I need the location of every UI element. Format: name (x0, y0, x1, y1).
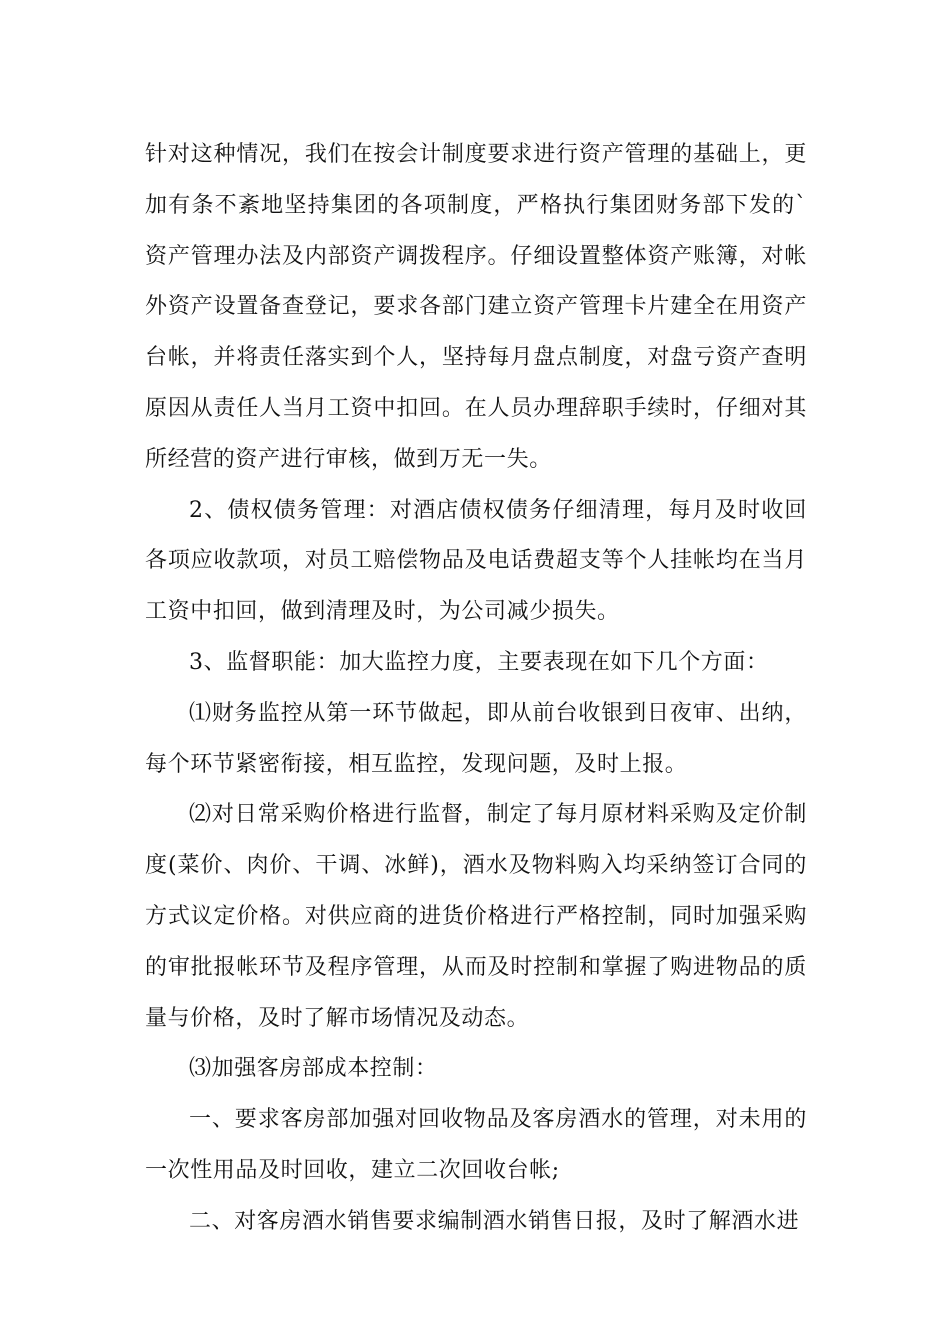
paragraph-financial-monitoring: ⑴财务监控从第一环节做起，即从前台收银到日夜审、出纳，每个环节紧密衔接，相互监控，发现问题，及时上报。 (145, 700, 807, 777)
paragraph-debt-management: 2、债权债务管理：对酒店债权债务仔细清理，每月及时收回各项应收款项，对员工赔偿物品及电话费超支等个人挂帐均在当月工资中扣回，做到清理及时，为公司减少损失。 (145, 497, 807, 625)
paragraph-item-two: 二、对客房酒水销售要求编制酒水销售日报，及时了解酒水进 (189, 1208, 800, 1234)
paragraph-supervision-heading: 3、监督职能：加大监控力度，主要表现在如下几个方面： (189, 649, 769, 675)
paragraph-item-one: 一、要求客房部加强对回收物品及客房酒水的管理，对未用的一次性用品及时回收，建立二次回收台帐; (145, 1107, 807, 1183)
document-body (145, 130, 807, 1248)
paragraph-housekeeping-cost: ⑶加强客房部成本控制： (189, 1056, 438, 1082)
paragraph-purchase-price: ⑵对日常采购价格进行监督，制定了每月原材料采购及定价制度(菜价、肉价、干调、冰鲜)，酒水及物料购入均采纳签订合同的方式议定价格。对供应商的进货价格进行严格控制，同时加强采购的审批报帐环节及程序管理，从而及时控制和掌握了购进物品的质量与价格，及时了解市场情况及动态。 (145, 802, 807, 1031)
paragraph-asset-management: 针对这种情况，我们在按会计制度要求进行资产管理的基础上，更加有条不紊地坚持集团的各项制度，严格执行集团财务部下发的`资产管理办法及内部资产调拨程序。仔细设置整体资产账簿，对帐外资产设置备查登记，要求各部门建立资产管理卡片建全在用资产台帐，并将责任落实到个人，坚持每月盘点制度，对盘亏资产查明原因从责任人当月工资中扣回。在人员办理辞职手续时，仔细对其所经营的资产进行审核，做到万无一失。 (145, 142, 807, 472)
